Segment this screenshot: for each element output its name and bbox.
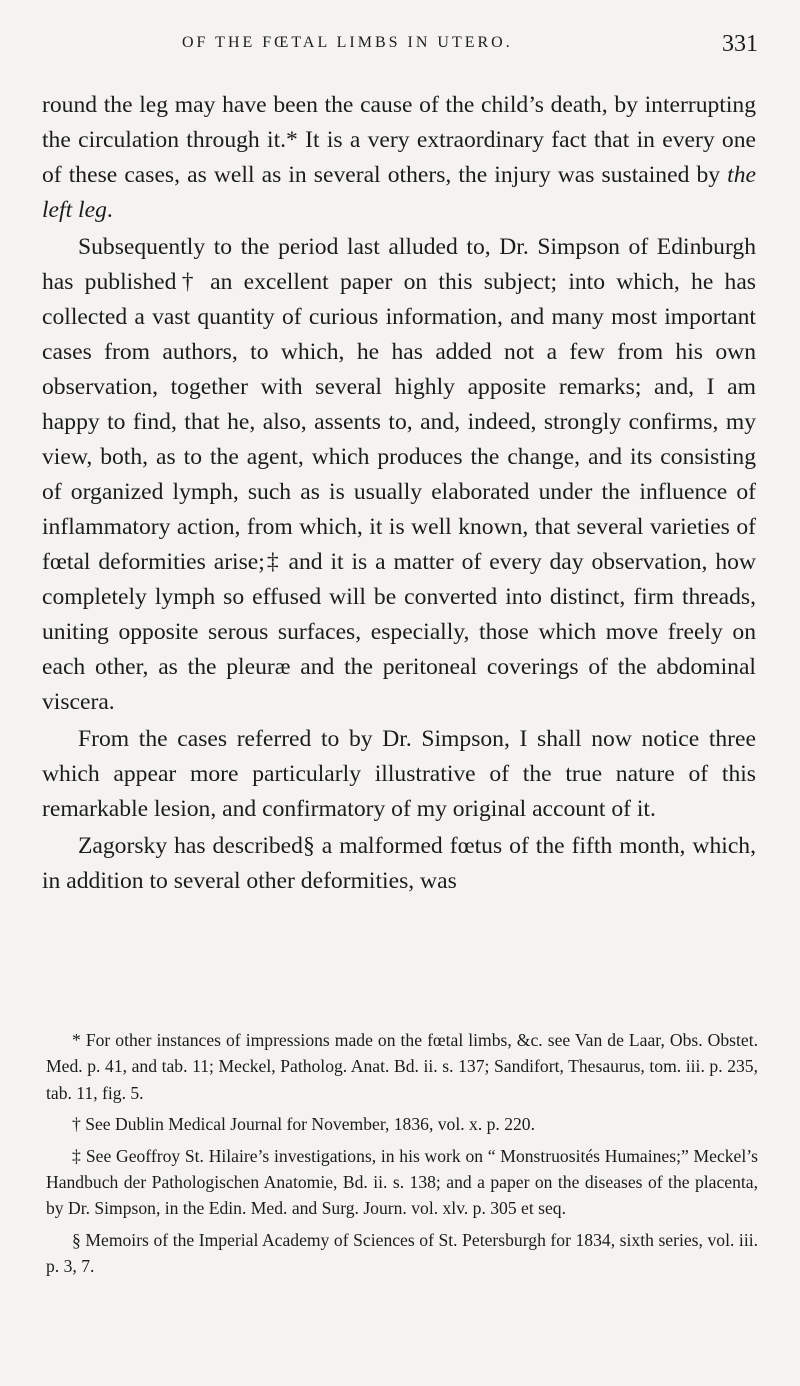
paragraph-4: Zagorsky has described§ a malformed fœtus of the fifth month, which, in addition to several other deformities, was [42, 833, 756, 894]
paragraph-2: Subsequently to the period last alluded to, Dr. Simpson of Edinburgh has published† an excellent paper on this subject; into which, he has collected a vast quantity of curious information, and many most important cases from authors, to which, he has added not a few from his own observation, together with several highly apposite remarks; and, I am happy to find, that he, also, assents to, and, indeed, strongly confirms, my view, both, as to the agent, which produces the change, and its consisting of organized lymph, such as is usually elaborated under the influence of inflammatory action, from which, it is well known, that several varieties of fœtal deformities arise;‡ and it is a matter of every day observation, how completely lymph so effused will be converted into distinct, firm threads, uniting opposite serous surfaces, especially, those which move freely on each other, as the pleuræ and the peritoneal coverings of the abdominal viscera. [42, 234, 756, 715]
paragraph-1 [42, 88, 756, 228]
footnote-dagger: † See Dublin Medical Journal for November, 1836, vol. x. p. 220. [72, 1114, 536, 1135]
emphasis-left-leg: the left leg [42, 162, 756, 223]
paragraph-3: From the cases referred to by Dr. Simpson, I shall now notice three which appear more particularly illustrative of the true nature of this remarkable lesion, and confirmatory of my original account of it. [42, 726, 756, 822]
running-title: OF THE FŒTAL LIMBS IN UTERO. [182, 34, 513, 51]
running-head [42, 31, 758, 61]
footnote-section: § Memoirs of the Imperial Academy of Sciences of St. Petersburgh for 1834, sixth series, vol. iii. p. 3, 7. [46, 1229, 758, 1277]
footnotes [46, 1027, 758, 1285]
paragraph-1-end: . [106, 197, 113, 223]
footnote-double-dagger: ‡ See Geoffroy St. Hilaire’s investigations, in his work on “ Monstruosités Humaines;” Meckel’s Handbuch der Pathologischen Anatomie, Bd. ii. s. 138; and a paper on the diseases of the placenta, by Dr. Simpson, in the Edin. Med. and Surg. Journ. vol. xlv. p. 305 et seq. [46, 1145, 758, 1219]
paragraph-1-text: round the leg may have been the cause of the child’s death, by interrupting the circulation through it.* It is a very extraordinary fact that in every one of these cases, as well as in several others, the injury was sustained by [42, 92, 756, 188]
page-number: 331 [722, 31, 758, 57]
body-text [42, 88, 756, 901]
footnote-asterisk: * For other instances of impressions made on the fœtal limbs, &c. see Van de Laar, Obs. Obstet. Med. p. 41, and tab. 11; Meckel, Patholog. Anat. Bd. ii. s. 137; Sandifort, Thesaurus, tom. iii. p. 235, tab. 11, fig. 5. [46, 1030, 758, 1103]
